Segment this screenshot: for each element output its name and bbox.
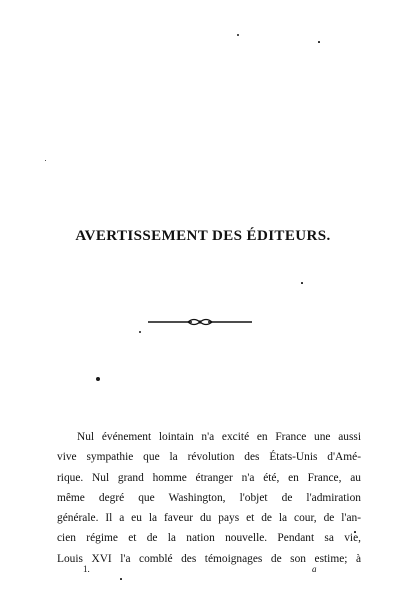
paragraph-line: même degré que Washington, l'objet de l'admiration bbox=[57, 491, 361, 504]
ink-speck bbox=[45, 160, 46, 161]
paragraph-line: rique. Nul grand homme étranger n'a été, en France, au bbox=[57, 471, 361, 484]
ink-speck bbox=[139, 331, 141, 333]
paragraph-line: Louis XVI l'a comblé des témoignages de son estime; à bbox=[57, 552, 361, 565]
ink-speck bbox=[96, 377, 100, 381]
ink-speck bbox=[237, 34, 239, 36]
paragraph-line: cien régime et de la nation nouvelle. Pendant sa vie, bbox=[57, 532, 361, 545]
page-number: 1. bbox=[83, 564, 90, 574]
ornament-divider-icon bbox=[148, 316, 252, 328]
paragraph-line: Nul événement lointain n'a excité en France une aussi bbox=[77, 431, 361, 443]
ink-speck bbox=[120, 578, 122, 580]
paragraph-line: vive sympathie que la révolution des États-Unis d'Amé- bbox=[57, 451, 361, 464]
section-title: AVERTISSEMENT DES ÉDITEURS. bbox=[75, 228, 331, 244]
ink-speck bbox=[318, 41, 320, 43]
body-paragraph bbox=[57, 427, 361, 569]
signature-mark: a bbox=[312, 564, 317, 574]
paragraph-line: générale. Il a eu la faveur du pays et de la cour, de l'an- bbox=[57, 512, 361, 525]
ink-speck bbox=[354, 531, 356, 533]
page-footer bbox=[0, 564, 406, 580]
ink-speck bbox=[301, 282, 303, 284]
